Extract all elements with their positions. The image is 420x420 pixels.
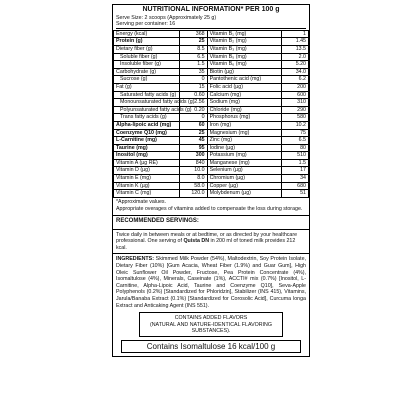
vitamin-mineral-name: Copper (µg) [207,182,281,190]
vitamin-mineral-name: Selenium (µg) [207,167,281,175]
nutrient-value: 45 [180,137,207,145]
nutrient-value: 300 [180,152,207,160]
nutrient-value: 8.0 [180,175,207,183]
nutrient-value: 840 [180,159,207,167]
nutrient-name: Dietary fiber (g) [114,45,180,53]
nutrient-value: 60 [180,121,207,129]
vitamin-mineral-value: 10.2 [281,121,308,129]
vitamin-mineral-name: Phosphorus (mg) [207,114,281,122]
nutrient-value: 25 [180,129,207,137]
vitamin-mineral-value: 310 [281,99,308,107]
nutrient-row [114,83,309,91]
recommended-title: RECOMMENDED SERVINGS: [116,218,199,225]
vitamin-mineral-value: 34 [281,175,308,183]
vitamin-mineral-name: Vitamin B₂ (mg) [207,38,281,46]
nutrient-value: 120.0 [180,190,207,198]
nutrient-row [114,129,309,137]
vitamin-mineral-value: 1 [281,30,308,38]
vitamin-mineral-value: 200 [281,83,308,91]
servings-per-container: Serving per container: 16 [116,21,306,29]
nutrient-name: Energy (kcal) [114,30,180,38]
nutrient-name: Carbohydrate (g) [114,68,180,76]
nutrient-value: 8.5 [180,45,207,53]
nutrient-row [114,76,309,84]
nutrition-label [112,4,310,357]
nutrient-row [114,45,309,53]
nutrient-value: 368 [180,30,207,38]
nutrient-name: L-Carnitine (mg) [114,137,180,145]
nutrient-name: Saturated fatty acids (g) [114,91,180,99]
nutrient-row [114,190,309,198]
vitamin-mineral-name: Calcium (mg) [207,91,281,99]
nutrient-row [114,53,309,61]
nutrient-name: Soluble fiber (g) [114,53,180,61]
approx-note: *Approximate values. [116,198,167,205]
nutrient-value: 58.0 [180,182,207,190]
nutrient-value: 0.60 [180,91,207,99]
nutrient-row [114,114,309,122]
vitamin-mineral-name: Biotin (µg) [207,68,281,76]
label-title: NUTRITIONAL INFORMATION* PER 100 g [142,6,280,13]
nutrient-value: 0.20 [180,106,207,114]
nutrient-value: 25 [180,38,207,46]
nutrient-row [114,121,309,129]
ingredients-text: Skimmed Milk Powder (54%), Maltodextrin, Soy Protein Isolate, Dietary Fiber (10%) [Gum Acacia, Wheat Fiber (1.9%) and Guar Gum], High Oleic Sunflower Oil Powder, Fructose, Pea Protein Concentrate (4%), Isomaltulose (4%), Minerals, Caseinate (1%), ACCTI# mix (0.7%) [Inositol, L-Carnitine, Alpha-Lipoic Acid, Taurine and Coenzyme Q10], Seva-Apple Polyphenols (0.2%) [Standardized for Phloridzin], Stabilizer (INS 415), Vitamins, Jarula/Banaba Extract (0.1%) [Standardized for Corosolic Acid], Curcuma longa Extract and Anticaking Agent (INS 551). [116,256,306,309]
nutrient-row [114,68,309,76]
vitamin-mineral-name: Iron (mg) [207,121,281,129]
vitamin-mineral-name: Zinc (mg) [207,137,281,145]
nutrient-name: Vitamin C (mg) [114,190,180,198]
nutrient-name: Polyunsaturated fatty acids (g) [114,106,180,114]
flavors-line-1: CONTAINS ADDED FLAVORS [174,315,248,322]
nutrient-value: 35 [180,68,207,76]
nutrient-row [114,182,309,190]
vitamin-mineral-value: 580 [281,114,308,122]
isomaltulose-statement: Contains Isomaltulose 16 kcal/100 g [121,340,301,353]
nutrient-name: Fat (g) [114,83,180,91]
nutrient-row [114,137,309,145]
nutrient-name: Vitamin D (µg) [114,167,180,175]
vitamin-mineral-name: Potassium (mg) [207,152,281,160]
vitamin-mineral-name: Manganese (mg) [207,159,281,167]
recommended-text-a: Twice daily in between meals or at bedtime, or as directed by your healthcare professional. One serving of [116,231,298,245]
recommended-box [113,229,309,255]
vitamin-mineral-name: Magnesium (mg) [207,129,281,137]
nutrient-value: 6.5 [180,53,207,61]
ingredients [113,256,309,309]
nutrient-name: Protein (g) [114,38,180,46]
nutrient-name: Taurine (mg) [114,144,180,152]
recommended-brand: Quista DN [183,238,210,245]
nutrient-name: Insoluble fiber (g) [114,61,180,69]
nutrient-value: 15 [180,83,207,91]
vitamin-mineral-value: 1.45 [281,38,308,46]
nutrient-row [114,30,309,38]
vitamin-mineral-value: 6.5 [281,137,308,145]
overage-note: Appropriate overages of vitamins added to compensate the loss during storage. [116,206,303,213]
vitamin-mineral-name: Pantothenic acid (mg) [207,76,281,84]
vitamin-mineral-value: 6.2 [281,76,308,84]
vitamin-mineral-value: 2.0 [281,53,308,61]
vitamin-mineral-value: 680 [281,182,308,190]
vitamin-mineral-name: Iodine (µg) [207,144,281,152]
vitamin-mineral-value: 17 [281,167,308,175]
vitamin-mineral-name: Molybdenum (µg) [207,190,281,198]
nutrient-row [114,167,309,175]
nutrient-value: 2.56 [180,99,207,107]
serving-info [113,15,309,29]
vitamin-mineral-value: 510 [281,152,308,160]
recommended-text-b: in 200 ml of toned milk provides 212 kcal. [116,238,296,251]
vitamin-mineral-name: Chromium (µg) [207,175,281,183]
recommended-section [113,215,309,227]
vitamin-mineral-name: Vitamin B₅ (mg) [207,53,281,61]
nutrient-value: 95 [180,144,207,152]
nutrient-value: 1.5 [180,61,207,69]
nutrient-row [114,106,309,114]
vitamin-mineral-value: 34.0 [281,68,308,76]
nutrient-row [114,159,309,167]
notes [113,198,309,215]
vitamin-mineral-name: Vitamin B₁ (mg) [207,30,281,38]
nutrient-name: Inositol (mg) [114,152,180,160]
nutrient-row [114,61,309,69]
vitamin-mineral-value: 80 [281,144,308,152]
vitamin-mineral-value: 13.5 [281,45,308,53]
nutrient-value: 0 [180,76,207,84]
ingredients-label: INGREDIENTS: [116,256,154,263]
flavors-line-2: (NATURAL AND NATURE-IDENTICAL FLAVORING SUBSTANCES). [149,321,273,334]
serve-size: Serve Size: 2 scoops (Approximately 25 g) [116,14,217,21]
vitamin-mineral-value: 600 [281,91,308,99]
nutrient-name: Vitamin A (µg RE) [114,159,180,167]
nutrient-name: Coenzyme Q10 (mg) [114,129,180,137]
nutrient-row [114,152,309,160]
vitamin-mineral-name: Folic acid (µg) [207,83,281,91]
nutrient-name: Vitamin K (µg) [114,182,180,190]
nutrient-row [114,144,309,152]
nutrient-row [114,91,309,99]
nutrient-name: Trans fatty acids (g) [114,114,180,122]
vitamin-mineral-value: 5.20 [281,61,308,69]
nutrient-table-body [114,30,309,197]
nutrient-row [114,99,309,107]
vitamin-mineral-name: Chloride (mg) [207,106,281,114]
nutrient-table [113,30,309,198]
vitamin-mineral-name: Sodium (mg) [207,99,281,107]
vitamin-mineral-value: 75 [281,129,308,137]
nutrient-value: 0 [180,114,207,122]
vitamin-mineral-name: Vitamin B₃ (mg) [207,45,281,53]
nutrient-name: Vitamin E (mg) [114,175,180,183]
nutrient-name: Sucrose (g) [114,76,180,84]
nutrient-name: Alpha-lipoic acid (mg) [114,121,180,129]
nutrient-value: 10.0 [180,167,207,175]
vitamin-mineral-value: 1.5 [281,159,308,167]
vitamin-mineral-name: Vitamin B₆ (mg) [207,61,281,69]
flavors-box [139,312,283,337]
vitamin-mineral-value: 290 [281,106,308,114]
nutrient-row [114,175,309,183]
vitamin-mineral-value: 51 [281,190,308,198]
nutrient-row [114,38,309,46]
nutrient-name: Monounsaturated fatty acids (g) [114,99,180,107]
